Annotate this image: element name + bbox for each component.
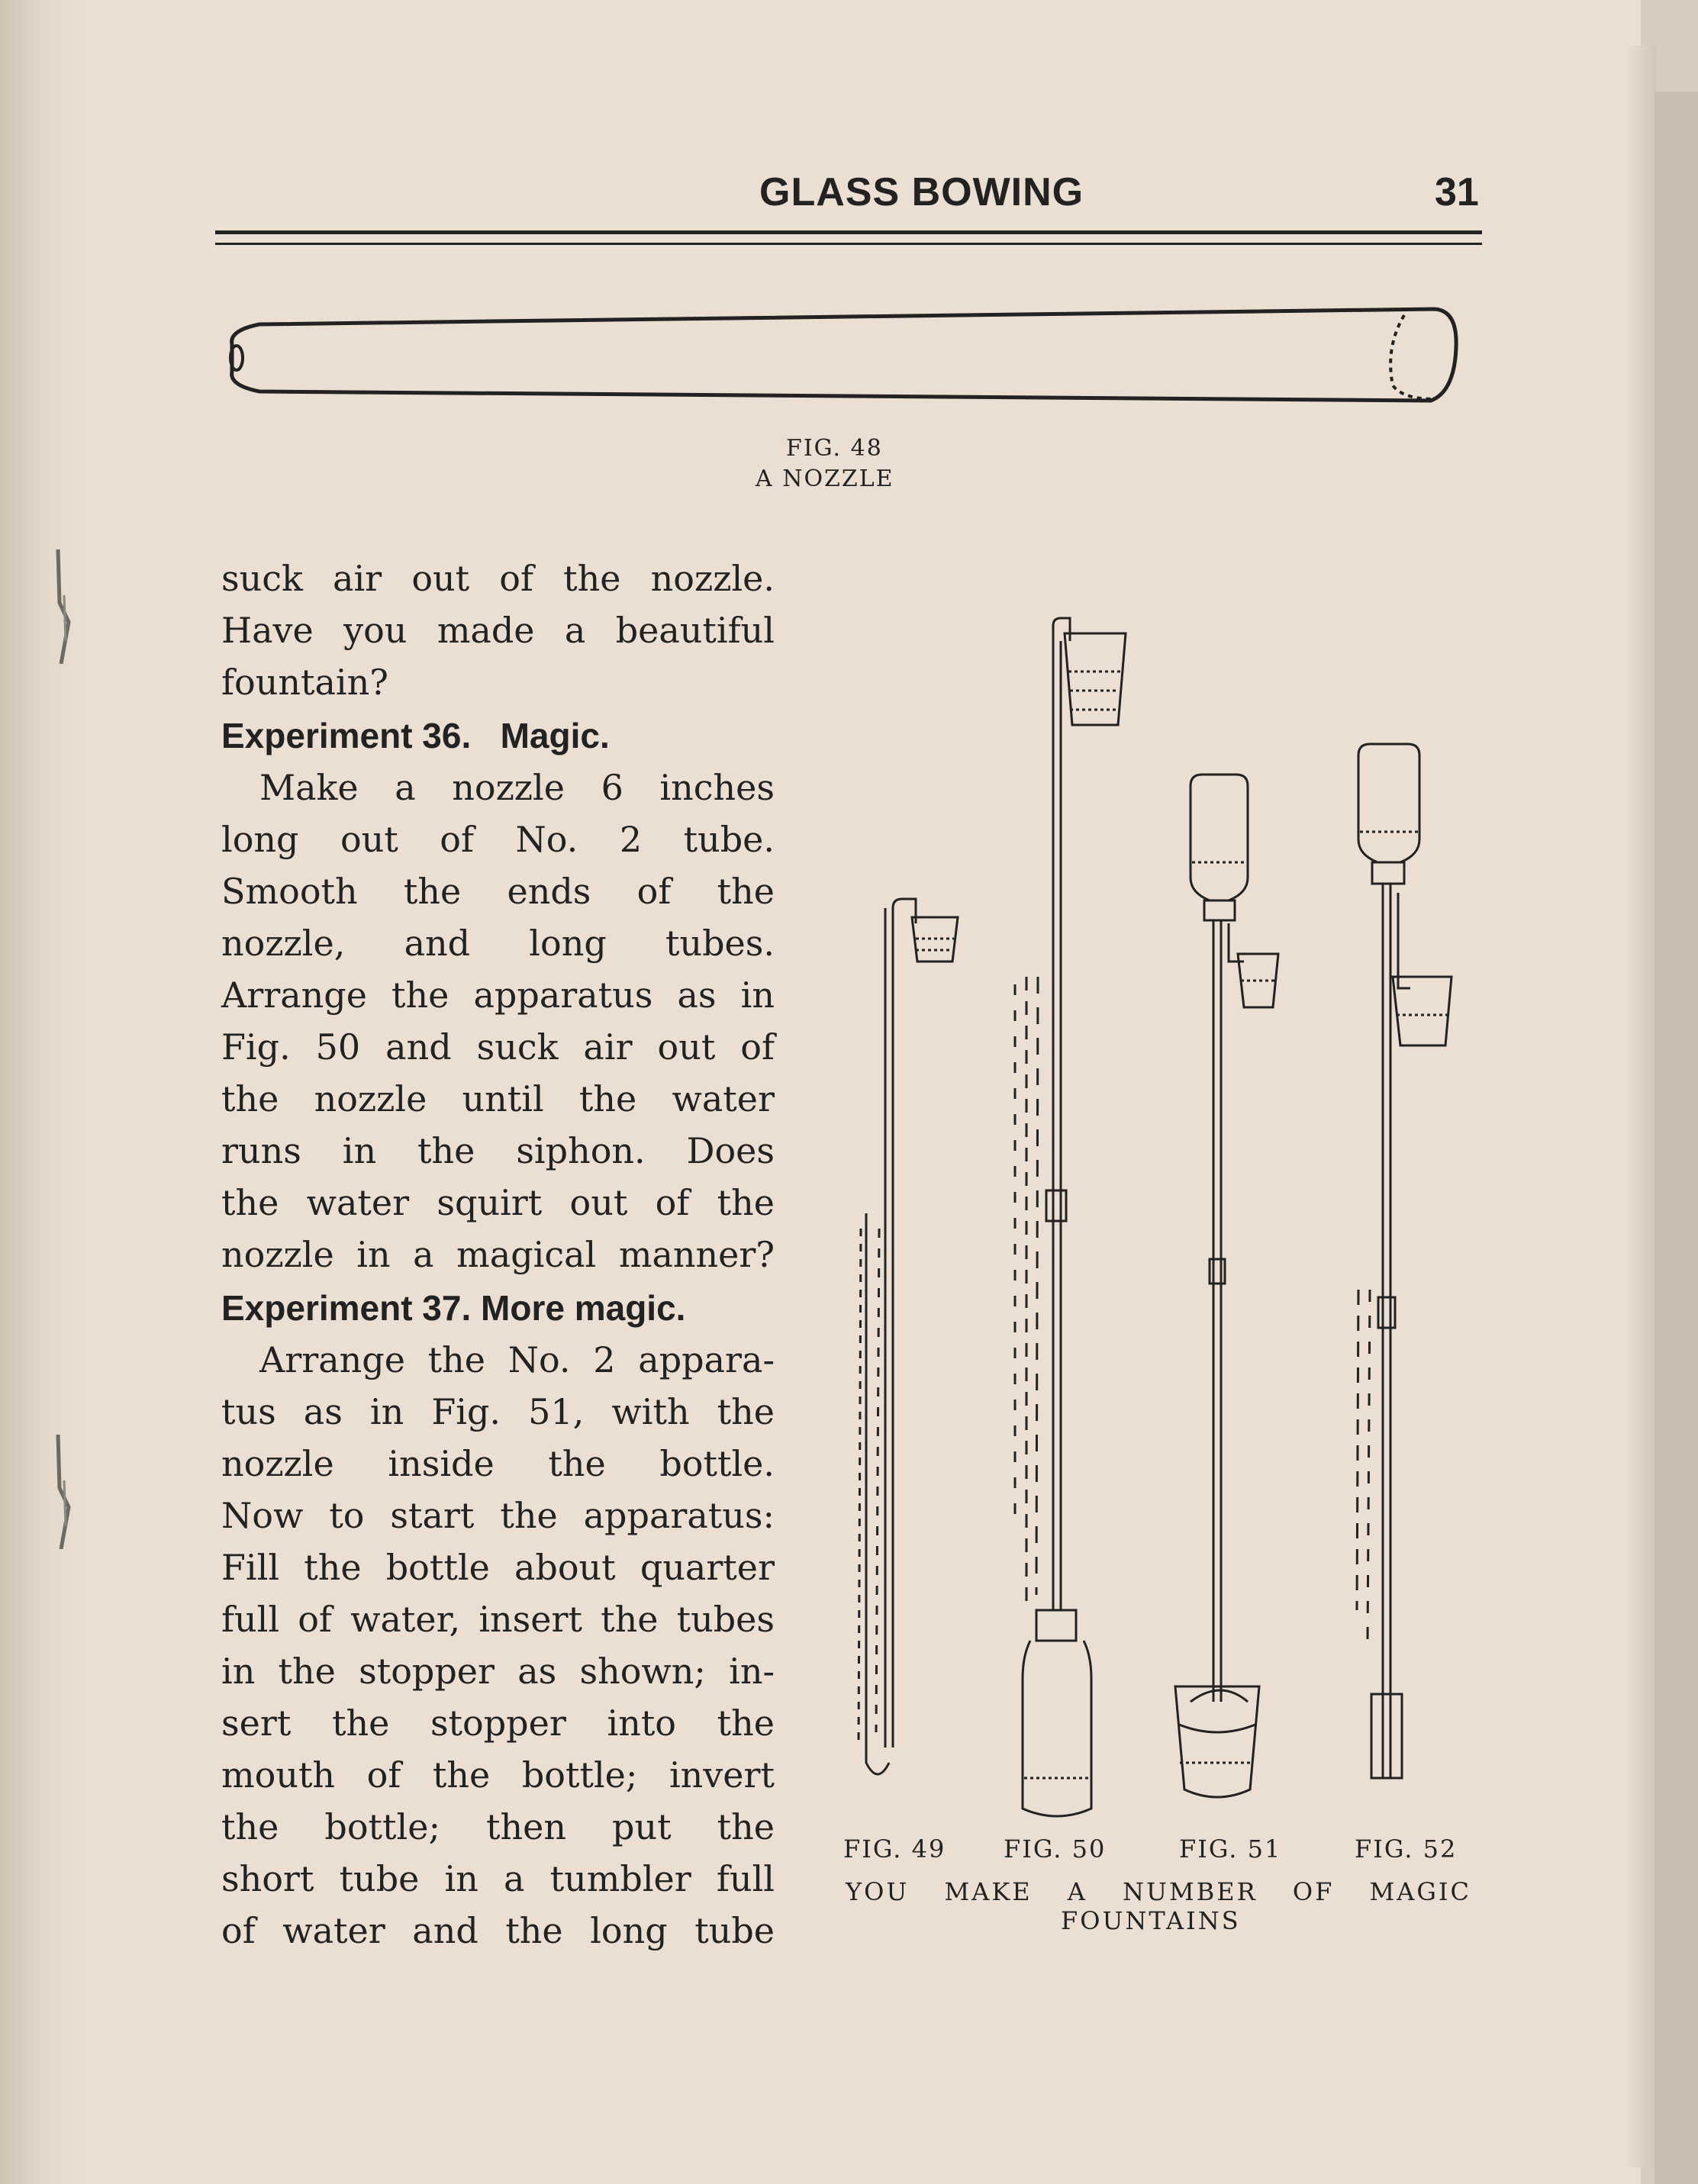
fig52-apparatus bbox=[1357, 744, 1452, 1778]
body-line: the water squirt out of the bbox=[221, 1182, 775, 1223]
fig49-apparatus bbox=[859, 899, 958, 1774]
fig50-apparatus bbox=[1015, 618, 1126, 1816]
header-rule-thin bbox=[215, 243, 1482, 245]
body-line: short tube in a tumbler full bbox=[221, 1858, 775, 1899]
body-line: tus as in Fig. 51, with the bbox=[221, 1391, 775, 1432]
experiment-37-heading: Experiment 37. More magic. bbox=[221, 1288, 686, 1328]
staple-top bbox=[52, 549, 73, 664]
body-line: Fig. 50 and suck air out of bbox=[221, 1026, 775, 1068]
body-line: Make a nozzle 6 inches bbox=[259, 767, 775, 808]
page-edge bbox=[1626, 46, 1656, 2167]
fig51-label: FIG. 51 bbox=[1179, 1834, 1282, 1863]
nozzle-illustration bbox=[214, 294, 1465, 424]
body-line: in the stopper as shown; in- bbox=[221, 1651, 775, 1692]
body-line: suck air out of the nozzle. bbox=[221, 558, 775, 599]
body-line: long out of No. 2 tube. bbox=[221, 819, 775, 860]
staple-bottom bbox=[52, 1435, 73, 1549]
fig48-caption: A NOZZLE bbox=[756, 465, 894, 492]
body-line: full of water, insert the tubes bbox=[221, 1599, 775, 1640]
page-edge-back bbox=[1655, 92, 1698, 2184]
body-line: Now to start the apparatus: bbox=[221, 1495, 775, 1536]
body-line: runs in the siphon. Does bbox=[221, 1130, 775, 1171]
fountains-caption-line2: FOUNTAINS bbox=[1061, 1906, 1241, 1935]
fountains-caption-line1: YOU MAKE A NUMBER OF MAGIC bbox=[846, 1877, 1471, 1906]
body-line: fountain? bbox=[221, 662, 388, 703]
body-line: Fill the bottle about quarter bbox=[221, 1547, 775, 1588]
body-line: Arrange the apparatus as in bbox=[221, 974, 775, 1016]
page-number: 31 bbox=[1435, 170, 1479, 214]
body-line: the bottle; then put the bbox=[221, 1806, 775, 1847]
book-gutter bbox=[0, 0, 84, 2184]
body-line: nozzle, and long tubes. bbox=[221, 923, 775, 964]
fig50-label: FIG. 50 bbox=[1004, 1834, 1107, 1863]
experiment-36-heading: Experiment 36. Magic. bbox=[221, 716, 610, 755]
body-line: Arrange the No. 2 appara- bbox=[259, 1339, 775, 1380]
body-line: of water and the long tube bbox=[221, 1910, 775, 1951]
running-header-title: GLASS BOWING bbox=[759, 170, 1084, 214]
body-line: the nozzle until the water bbox=[221, 1078, 775, 1119]
body-line: Smooth the ends of the bbox=[221, 871, 775, 912]
body-line: Have you made a beautiful bbox=[221, 610, 775, 651]
magic-fountains-illustration bbox=[832, 603, 1503, 1824]
fig51-apparatus bbox=[1175, 775, 1278, 1797]
body-line: mouth of the bottle; invert bbox=[221, 1754, 775, 1796]
body-line: sert the stopper into the bbox=[221, 1702, 775, 1744]
header-rule-thick bbox=[215, 230, 1482, 234]
fig48-label: FIG. 48 bbox=[786, 435, 883, 462]
fig52-label: FIG. 52 bbox=[1355, 1834, 1458, 1863]
body-line: nozzle in a magical manner? bbox=[221, 1234, 775, 1275]
fig49-label: FIG. 49 bbox=[843, 1834, 946, 1863]
body-line: nozzle inside the bottle. bbox=[221, 1443, 775, 1484]
